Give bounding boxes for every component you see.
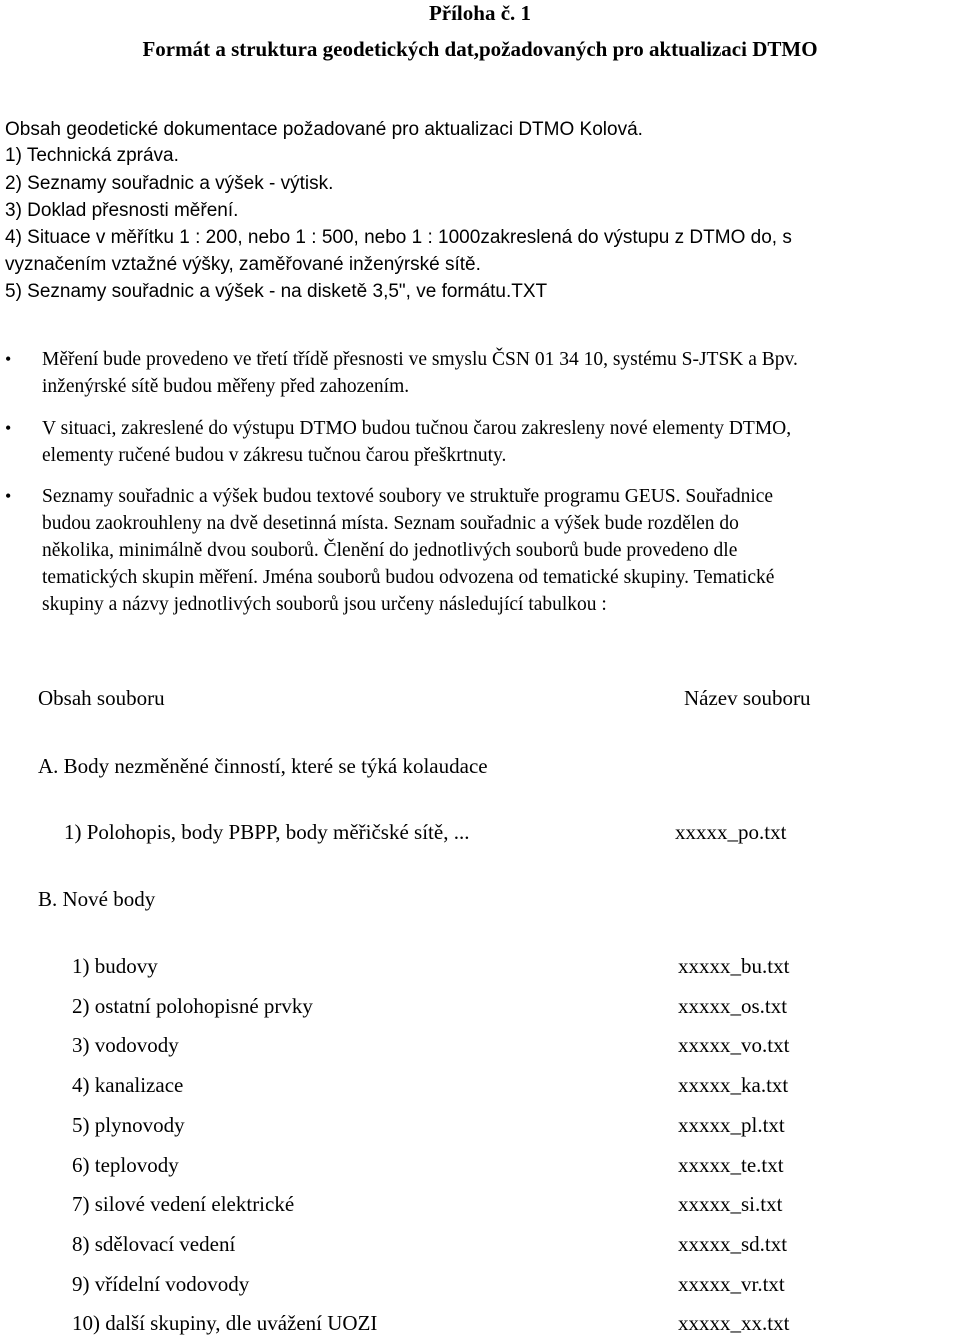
contents-item-4-cont: vyznačením vztažné výšky, zaměřované inženýrské sítě. bbox=[5, 254, 481, 275]
table-row-filename: xxxxx_pl.txt bbox=[678, 1113, 785, 1137]
table-row-filename: xxxxx_xx.txt bbox=[678, 1311, 790, 1335]
contents-item-1: 1) Technická zpráva. bbox=[5, 145, 179, 166]
page-title: Formát a struktura geodetických dat,požadovaných pro aktualizaci DTMO bbox=[142, 37, 818, 61]
table-row-filename: xxxxx_vo.txt bbox=[678, 1033, 790, 1057]
annex-label: Příloha č. 1 bbox=[428, 1, 532, 25]
table-row-filename: xxxxx_bu.txt bbox=[678, 954, 790, 978]
table-row-content: 1) Polohopis, body PBPP, body měřičské sítě, ... bbox=[64, 820, 470, 844]
bullet-3-line-2: budou zaokrouhleny na dvě desetinná místa. Seznam souřadnic a výšek bude rozdělen do bbox=[42, 513, 739, 534]
bullet-3-line-5: skupiny a názvy jednotlivých souborů jsou určeny následující tabulkou : bbox=[42, 594, 607, 615]
table-row-content: 5) plynovody bbox=[72, 1113, 185, 1137]
table-header-name: Název souboru bbox=[684, 686, 811, 710]
bullet-1-line-1: Měření bude provedeno ve třetí třídě přesnosti ve smyslu ČSN 01 34 10, systému S-JTSK a Bpv. bbox=[42, 349, 798, 370]
table-row-filename: xxxxx_vr.txt bbox=[678, 1272, 785, 1296]
bullet-2-line-2: elementy ručené budou v zákresu tučnou čarou přeškrtnuty. bbox=[42, 445, 507, 466]
bullet-icon: • bbox=[5, 349, 12, 369]
bullet-3-line-1: Seznamy souřadnic a výšek budou textové soubory ve struktuře programu GEUS. Souřadnice bbox=[42, 486, 774, 507]
contents-item-2: 2) Seznamy souřadnic a výšek - výtisk. bbox=[5, 173, 334, 194]
table-row-content: 6) teplovody bbox=[72, 1153, 179, 1177]
table-row-filename: xxxxx_te.txt bbox=[678, 1153, 784, 1177]
bullet-2-line-1: V situaci, zakreslené do výstupu DTMO budou tučnou čarou zakresleny nové elementy DTMO, bbox=[42, 418, 792, 439]
section-a-title: A. Body nezměněné činností, které se týká kolaudace bbox=[38, 754, 488, 778]
table-row-filename: xxxxx_sd.txt bbox=[678, 1232, 788, 1256]
table-row-content: 4) kanalizace bbox=[72, 1073, 184, 1097]
table-header-content: Obsah souboru bbox=[38, 686, 165, 710]
section-b-title: B. Nové body bbox=[38, 887, 156, 911]
table-row-content: 1) budovy bbox=[72, 954, 158, 978]
bullet-3-line-4: tematických skupin měření. Jména souborů budou odvozena od tematické skupiny. Tematické bbox=[42, 567, 775, 588]
table-row-content: 3) vodovody bbox=[72, 1033, 179, 1057]
table-row-content: 7) silové vedení elektrické bbox=[72, 1192, 295, 1216]
table-row-filename: xxxxx_ka.txt bbox=[678, 1073, 789, 1097]
table-row-content: 9) vřídelní vodovody bbox=[72, 1272, 250, 1296]
table-row-filename: xxxxx_si.txt bbox=[678, 1192, 783, 1216]
table-row-filename: xxxxx_os.txt bbox=[678, 994, 788, 1018]
table-row-content: 10) další skupiny, dle uvážení UOZI bbox=[72, 1311, 378, 1335]
bullet-1-line-2: inženýrské sítě budou měřeny před zahozením. bbox=[42, 376, 410, 397]
table-row-content: 8) sdělovací vedení bbox=[72, 1232, 236, 1256]
contents-item-4: 4) Situace v měřítku 1 : 200, nebo 1 : 500, nebo 1 : 1000zakreslená do výstupu z DTMO do, s bbox=[5, 227, 792, 248]
table-row-content: 2) ostatní polohopisné prvky bbox=[72, 994, 313, 1018]
table-row-filename: xxxxx_po.txt bbox=[675, 820, 787, 844]
bullet-icon: • bbox=[5, 418, 12, 438]
bullet-3-line-3: několika, minimálně dvou souborů. Členění do jednotlivých souborů bude provedeno dle bbox=[42, 540, 738, 561]
bullet-icon: • bbox=[5, 486, 12, 506]
contents-item-5: 5) Seznamy souřadnic a výšek - na disketě 3,5", ve formátu.TXT bbox=[5, 281, 548, 302]
contents-item-3: 3) Doklad přesnosti měření. bbox=[5, 200, 239, 221]
contents-intro: Obsah geodetické dokumentace požadované pro aktualizaci DTMO Kolová. bbox=[5, 119, 643, 140]
